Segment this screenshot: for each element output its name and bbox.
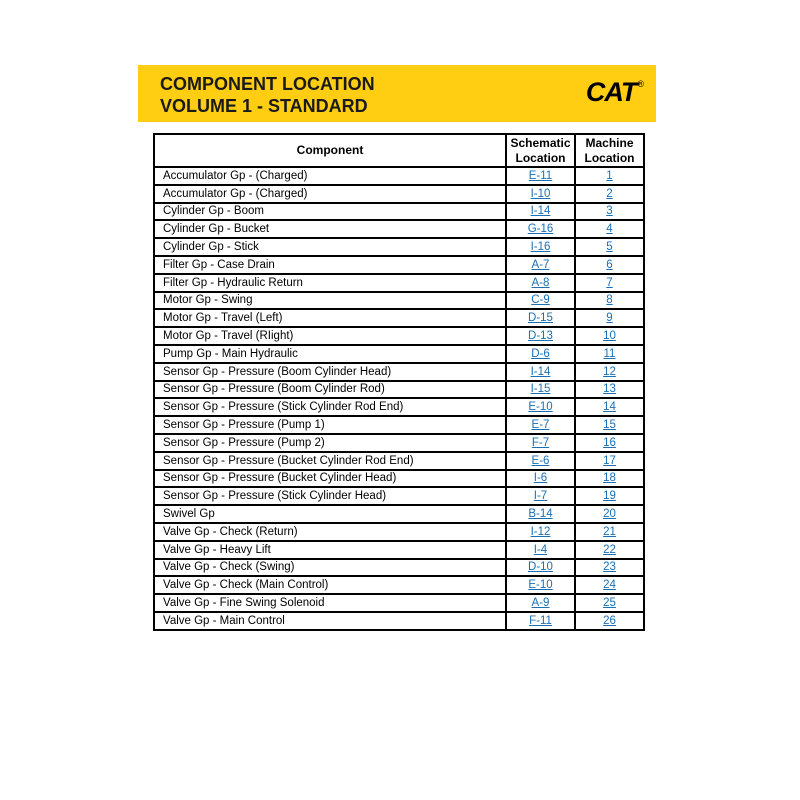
table-row xyxy=(154,452,644,470)
machine-location-cell xyxy=(575,256,644,274)
schematic-location-link[interactable]: D-10 xyxy=(528,561,553,574)
table-row xyxy=(154,292,644,310)
schematic-location-link[interactable]: B-14 xyxy=(528,508,553,521)
schematic-location-link[interactable]: I-10 xyxy=(530,187,551,200)
machine-location-cell xyxy=(575,523,644,541)
machine-location-link[interactable]: 25 xyxy=(603,597,616,610)
machine-location-cell xyxy=(575,363,644,381)
table-row xyxy=(154,238,644,256)
schematic-location-link[interactable]: I-15 xyxy=(530,383,551,396)
machine-location-link[interactable]: 7 xyxy=(606,276,613,289)
table-row xyxy=(154,487,644,505)
component-name-cell: Sensor Gp - Pressure (Stick Cylinder Rod End) xyxy=(154,398,506,416)
component-location-table xyxy=(153,133,645,631)
machine-location-cell xyxy=(575,167,644,185)
schematic-location-cell xyxy=(506,470,575,488)
schematic-location-link[interactable]: E-6 xyxy=(531,454,550,467)
column-header-machine-location: Machine Location xyxy=(575,134,644,167)
schematic-location-link[interactable]: E-11 xyxy=(528,169,553,182)
machine-location-cell xyxy=(575,238,644,256)
machine-location-cell xyxy=(575,505,644,523)
table-row xyxy=(154,256,644,274)
schematic-location-link[interactable]: D-6 xyxy=(531,347,550,360)
table-row xyxy=(154,434,644,452)
schematic-location-link[interactable]: A-7 xyxy=(531,258,550,271)
table-body xyxy=(154,167,644,630)
schematic-location-link[interactable]: A-9 xyxy=(531,597,550,610)
schematic-location-cell xyxy=(506,487,575,505)
machine-location-link[interactable]: 13 xyxy=(603,383,616,396)
table-row xyxy=(154,167,644,185)
table-row xyxy=(154,416,644,434)
machine-location-cell xyxy=(575,327,644,345)
table-row xyxy=(154,185,644,203)
table-row xyxy=(154,398,644,416)
schematic-location-cell xyxy=(506,434,575,452)
machine-location-cell xyxy=(575,559,644,577)
component-name-cell: Motor Gp - Travel (Left) xyxy=(154,309,506,327)
schematic-location-cell xyxy=(506,594,575,612)
component-name-cell: Accumulator Gp - (Charged) xyxy=(154,185,506,203)
machine-location-cell xyxy=(575,292,644,310)
table-row xyxy=(154,612,644,630)
table-row xyxy=(154,363,644,381)
machine-location-link[interactable]: 8 xyxy=(606,294,613,307)
machine-location-cell xyxy=(575,470,644,488)
table-row xyxy=(154,381,644,399)
schematic-location-cell xyxy=(506,238,575,256)
machine-location-link[interactable]: 14 xyxy=(603,401,616,414)
table-row xyxy=(154,523,644,541)
component-name-cell: Cylinder Gp - Stick xyxy=(154,238,506,256)
schematic-location-cell xyxy=(506,523,575,541)
component-name-cell: Motor Gp - Swing xyxy=(154,292,506,310)
schematic-location-cell xyxy=(506,576,575,594)
machine-location-link[interactable]: 11 xyxy=(603,347,616,360)
machine-location-link[interactable]: 24 xyxy=(603,579,616,592)
component-name-cell: Sensor Gp - Pressure (Boom Cylinder Rod) xyxy=(154,381,506,399)
schematic-location-link[interactable]: F-11 xyxy=(529,614,552,627)
machine-location-cell xyxy=(575,309,644,327)
component-name-cell: Accumulator Gp - (Charged) xyxy=(154,167,506,185)
schematic-location-cell xyxy=(506,256,575,274)
component-name-cell: Filter Gp - Hydraulic Return xyxy=(154,274,506,292)
schematic-location-cell xyxy=(506,363,575,381)
schematic-location-link[interactable]: D-15 xyxy=(528,312,553,325)
schematic-location-cell xyxy=(506,612,575,630)
schematic-location-link[interactable]: I-14 xyxy=(530,205,551,218)
table-row xyxy=(154,576,644,594)
schematic-location-link[interactable]: E-10 xyxy=(528,401,553,414)
machine-location-link[interactable]: 10 xyxy=(603,330,616,343)
machine-location-link[interactable]: 5 xyxy=(606,241,613,254)
machine-location-link[interactable]: 9 xyxy=(606,312,613,325)
component-name-cell: Sensor Gp - Pressure (Stick Cylinder Head) xyxy=(154,487,506,505)
column-header-component: Component xyxy=(154,134,506,167)
schematic-location-cell xyxy=(506,416,575,434)
schematic-location-link[interactable]: I-14 xyxy=(530,365,551,378)
table-row xyxy=(154,541,644,559)
table-row xyxy=(154,345,644,363)
schematic-location-cell xyxy=(506,559,575,577)
schematic-location-link[interactable]: D-13 xyxy=(528,330,553,343)
schematic-location-link[interactable]: G-16 xyxy=(527,223,554,236)
schematic-location-link[interactable]: A-8 xyxy=(531,276,550,289)
component-name-cell: Cylinder Gp - Bucket xyxy=(154,220,506,238)
component-name-cell: Swivel Gp xyxy=(154,505,506,523)
machine-location-cell xyxy=(575,576,644,594)
component-name-cell: Sensor Gp - Pressure (Bucket Cylinder Rod End) xyxy=(154,452,506,470)
schematic-location-cell xyxy=(506,203,575,221)
table-row xyxy=(154,327,644,345)
schematic-location-cell xyxy=(506,452,575,470)
machine-location-link[interactable]: 23 xyxy=(603,561,616,574)
component-name-cell: Sensor Gp - Pressure (Bucket Cylinder Head) xyxy=(154,470,506,488)
machine-location-link[interactable]: 21 xyxy=(603,525,616,538)
cat-logo xyxy=(586,77,644,107)
table-header-row xyxy=(154,134,644,167)
schematic-location-link[interactable]: E-7 xyxy=(531,419,550,432)
machine-location-cell xyxy=(575,612,644,630)
machine-location-link[interactable]: 18 xyxy=(603,472,616,485)
schematic-location-cell xyxy=(506,309,575,327)
table-row xyxy=(154,220,644,238)
component-name-cell: Filter Gp - Case Drain xyxy=(154,256,506,274)
table-row xyxy=(154,505,644,523)
schematic-location-cell xyxy=(506,292,575,310)
machine-location-link[interactable]: 26 xyxy=(603,614,616,627)
schematic-location-cell xyxy=(506,541,575,559)
component-name-cell: Motor Gp - Travel (RIight) xyxy=(154,327,506,345)
component-name-cell: Cylinder Gp - Boom xyxy=(154,203,506,221)
component-table-container xyxy=(153,133,643,631)
machine-location-link[interactable]: 16 xyxy=(603,436,616,449)
machine-location-cell xyxy=(575,185,644,203)
machine-location-cell xyxy=(575,398,644,416)
machine-location-cell xyxy=(575,203,644,221)
machine-location-cell xyxy=(575,487,644,505)
schematic-location-link[interactable]: I-4 xyxy=(533,543,548,556)
component-name-cell: Valve Gp - Check (Return) xyxy=(154,523,506,541)
machine-location-cell xyxy=(575,541,644,559)
component-name-cell: Pump Gp - Main Hydraulic xyxy=(154,345,506,363)
machine-location-cell xyxy=(575,434,644,452)
table-row xyxy=(154,559,644,577)
component-name-cell: Sensor Gp - Pressure (Pump 2) xyxy=(154,434,506,452)
component-name-cell: Sensor Gp - Pressure (Pump 1) xyxy=(154,416,506,434)
header-banner xyxy=(138,65,656,122)
machine-location-cell xyxy=(575,452,644,470)
machine-location-link[interactable]: 1 xyxy=(606,169,613,182)
component-name-cell: Valve Gp - Main Control xyxy=(154,612,506,630)
schematic-location-cell xyxy=(506,274,575,292)
title-line-2: VOLUME 1 - STANDARD xyxy=(160,96,368,116)
machine-location-link[interactable]: 2 xyxy=(606,187,613,200)
column-header-schematic-location: Schematic Location xyxy=(506,134,575,167)
schematic-location-cell xyxy=(506,220,575,238)
machine-location-cell xyxy=(575,345,644,363)
machine-location-cell xyxy=(575,220,644,238)
schematic-location-cell xyxy=(506,327,575,345)
component-name-cell: Valve Gp - Check (Swing) xyxy=(154,559,506,577)
machine-location-link[interactable]: 15 xyxy=(603,419,616,432)
component-name-cell: Valve Gp - Fine Swing Solenoid xyxy=(154,594,506,612)
schematic-location-link[interactable]: F-7 xyxy=(531,436,550,449)
registered-mark: ® xyxy=(637,79,644,89)
machine-location-cell xyxy=(575,594,644,612)
schematic-location-link[interactable]: I-6 xyxy=(533,472,548,485)
schematic-location-link[interactable]: I-16 xyxy=(530,241,551,254)
component-name-cell: Sensor Gp - Pressure (Boom Cylinder Head) xyxy=(154,363,506,381)
component-name-cell: Valve Gp - Check (Main Control) xyxy=(154,576,506,594)
machine-location-link[interactable]: 3 xyxy=(606,205,613,218)
cat-logo-text: CAT xyxy=(585,77,637,107)
schematic-location-cell xyxy=(506,505,575,523)
machine-location-cell xyxy=(575,274,644,292)
schematic-location-cell xyxy=(506,185,575,203)
schematic-location-cell xyxy=(506,345,575,363)
schematic-location-cell xyxy=(506,167,575,185)
schematic-location-cell xyxy=(506,381,575,399)
table-row xyxy=(154,274,644,292)
table-row xyxy=(154,470,644,488)
title-line-1: COMPONENT LOCATION xyxy=(160,74,375,94)
machine-location-link[interactable]: 17 xyxy=(603,454,616,467)
schematic-location-link[interactable]: I-12 xyxy=(530,525,551,538)
schematic-location-cell xyxy=(506,398,575,416)
machine-location-link[interactable]: 20 xyxy=(603,508,616,521)
schematic-location-link[interactable]: C-9 xyxy=(531,294,550,307)
machine-location-cell xyxy=(575,381,644,399)
schematic-location-link[interactable]: E-10 xyxy=(528,579,553,592)
machine-location-cell xyxy=(575,416,644,434)
table-row xyxy=(154,594,644,612)
machine-location-link[interactable]: 19 xyxy=(603,490,616,503)
page-title xyxy=(160,73,375,117)
machine-location-link[interactable]: 22 xyxy=(603,543,616,556)
machine-location-link[interactable]: 6 xyxy=(606,258,613,271)
machine-location-link[interactable]: 12 xyxy=(603,365,616,378)
machine-location-link[interactable]: 4 xyxy=(606,223,613,236)
schematic-location-link[interactable]: I-7 xyxy=(533,490,548,503)
component-name-cell: Valve Gp - Heavy Lift xyxy=(154,541,506,559)
table-row xyxy=(154,309,644,327)
table-row xyxy=(154,203,644,221)
